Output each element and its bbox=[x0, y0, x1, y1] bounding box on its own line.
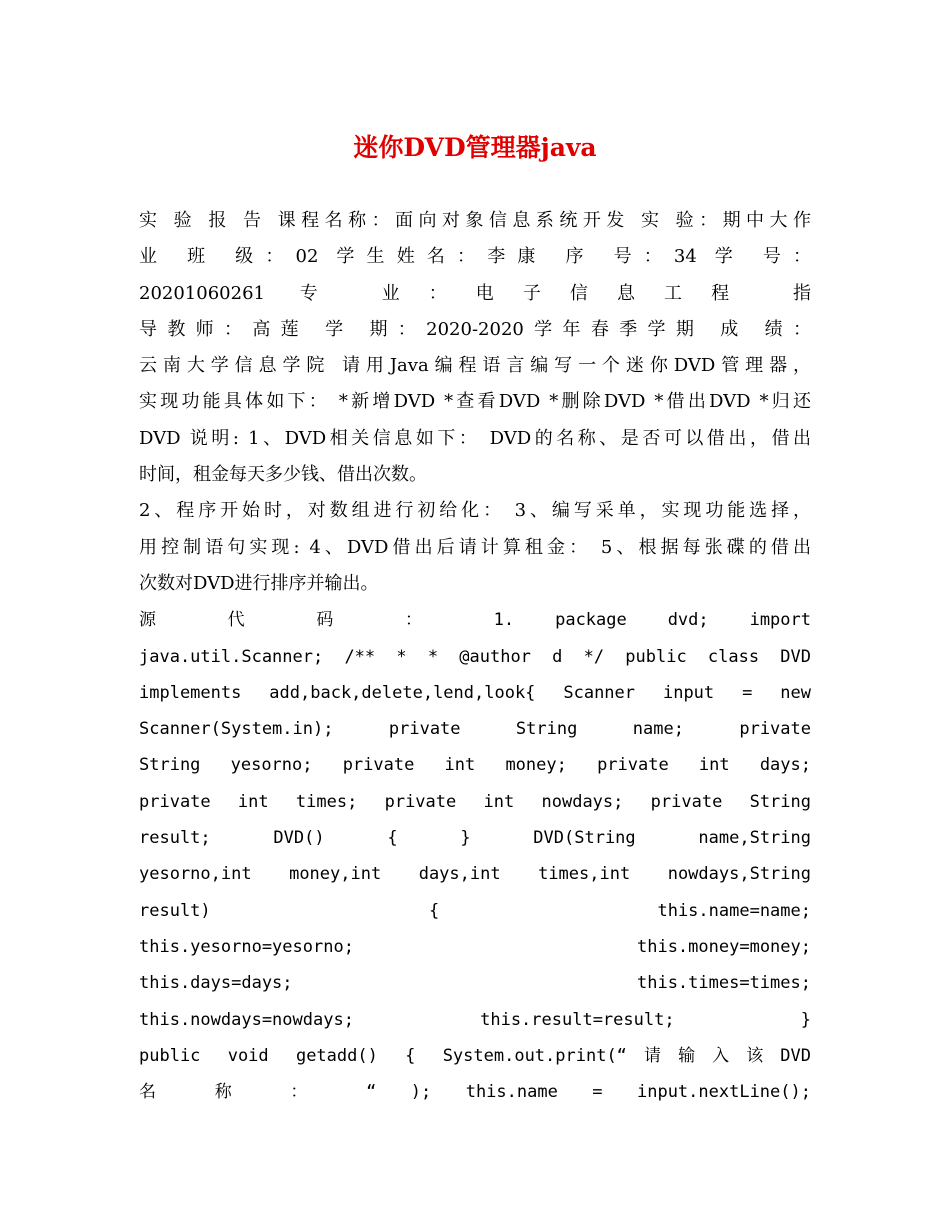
text-line: 实现功能具体如下： *新增DVD *查看DVD *删除DVD *借出DVD *归还 bbox=[139, 391, 811, 413]
text-line: 用控制语句实现: 4、DVD借出后请计算租金： 5、根据每张碟的借出 bbox=[139, 536, 811, 558]
code-line: yesorno,int money,int days,int times,int nowdays,String bbox=[139, 864, 811, 885]
text-line: 2、程序开始时，对数组进行初给化： 3、编写采单，实现功能选择， bbox=[139, 500, 811, 522]
document-title: 迷你DVD管理器java bbox=[353, 133, 597, 162]
code-line: this.days=days; this.times=times; bbox=[139, 973, 811, 994]
code-line: Scanner(System.in); private String name; private bbox=[139, 719, 811, 740]
code-line: implements add,back,delete,lend,look{ Scanner input = new bbox=[139, 682, 811, 703]
text-line: 导教师：高莲 学 期：2020-2020学年春季学期 成 绩： bbox=[139, 318, 811, 340]
text-line: 时间，租金每天多少钱、借出次数。 bbox=[139, 464, 427, 486]
text-line: 20201060261 专 业：电子信息工程 指 bbox=[139, 282, 811, 304]
code-line: String yesorno; private int money; private int days; bbox=[139, 755, 811, 776]
code-line: java.util.Scanner; /** * * @author d */ public class DVD bbox=[139, 646, 811, 667]
code-line: 源 代 码 ： 1. package dvd; import bbox=[139, 610, 811, 631]
text-line: 业 班 级：02 学生姓名：李康 序 号：34 学 号： bbox=[139, 246, 811, 268]
code-line: private int times; private int nowdays; private String bbox=[139, 791, 811, 812]
code-line: result; DVD() { } DVD(String name,String bbox=[139, 828, 811, 849]
text-line: 次数对DVD进行排序并输出。 bbox=[139, 572, 379, 594]
code-line: 名 称 ： “ ); this.name = input.nextLine(); bbox=[139, 1082, 811, 1103]
code-line: result) { this.name=name; bbox=[139, 900, 811, 921]
code-line: this.nowdays=nowdays; this.result=result; } bbox=[139, 1009, 811, 1030]
text-line: 实 验 报 告 课程名称：面向对象信息系统开发 实 验：期中大作 bbox=[139, 210, 811, 231]
document-body bbox=[139, 203, 811, 1110]
text-line: DVD 说明: 1、DVD相关信息如下： DVD的名称、是否可以借出，借出 bbox=[139, 427, 811, 449]
code-line: public void getadd() { System.out.print(“请输入该DVD bbox=[139, 1045, 811, 1066]
text-line: 云南大学信息学院 请用Java编程语言编写一个迷你DVD管理器， bbox=[139, 355, 811, 377]
code-line: this.yesorno=yesorno; this.money=money; bbox=[139, 936, 811, 957]
